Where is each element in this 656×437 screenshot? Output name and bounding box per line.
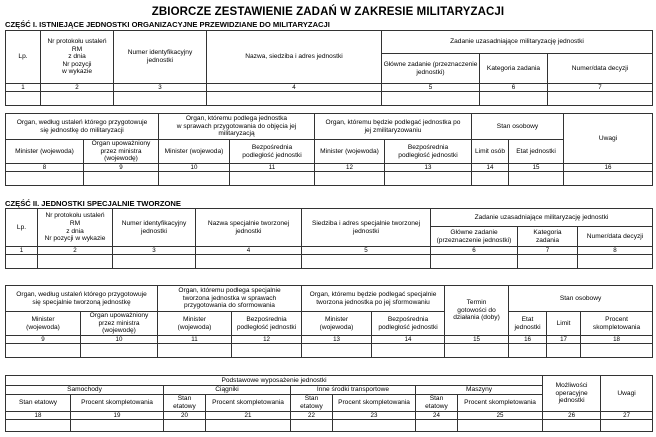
direct-header: Bezpośrednia podległość jednostki [372, 312, 445, 336]
data-cell[interactable] [207, 92, 382, 106]
column-number: 27 [601, 412, 653, 420]
org-will-header: Organ, któremu będzie podlegać jednostka po jej zmilitaryzowaniu [315, 114, 472, 140]
percent-header: Procent skompletowania [581, 312, 653, 336]
data-cell[interactable] [315, 172, 385, 186]
data-cell[interactable] [164, 420, 206, 432]
minister-header: Minister (wojewoda) [6, 312, 81, 336]
data-cell[interactable] [38, 255, 113, 269]
direct-header: Bezpośrednia podległość jednostki [232, 312, 302, 336]
part2-units-table [5, 208, 653, 269]
lp-header: Lp. [6, 31, 41, 84]
data-cell[interactable] [84, 172, 159, 186]
minister-header: Minister (wojewoda) [315, 140, 385, 164]
part2-equipment-table [5, 375, 653, 432]
data-cell[interactable] [431, 255, 518, 269]
protocol-header: Nr protokołu ustaleń RM z dnia Nr pozycji w wykazie [38, 209, 113, 247]
part2-organs-table [5, 285, 653, 358]
column-number: 26 [543, 412, 601, 420]
minister-header: Minister (wojewoda) [159, 140, 230, 164]
data-cell[interactable] [509, 172, 564, 186]
data-cell[interactable] [41, 92, 114, 106]
column-number: 15 [509, 164, 564, 172]
staff-header: Stan osobowy [472, 114, 564, 140]
column-number: 16 [564, 164, 653, 172]
column-number: 15 [445, 336, 509, 344]
state-header: Stan etatowy [416, 395, 458, 412]
part2-heading: CZĘŚĆ II. JEDNOSTKI SPECJALNIE TWORZONE [5, 199, 181, 208]
category-header: Kategoria zadania [480, 54, 548, 84]
column-number: 18 [581, 336, 653, 344]
column-number: 2 [38, 247, 113, 255]
tasks-header: Zadanie uzasadniające militaryzację jednostki [382, 31, 653, 54]
ident-header: Numer identyfikacyjny jednostki [113, 209, 196, 247]
data-cell[interactable] [547, 344, 581, 358]
state-header: Stan etatowy [6, 395, 71, 412]
document-title: ZBIORCZE ZESTAWIENIE ZADAŃ W ZAKRESIE MILITARYZACJI [151, 6, 505, 18]
category-header: Kategoria zadania [518, 227, 578, 247]
cars-header: Samochody [6, 386, 164, 395]
column-number: 21 [206, 412, 291, 420]
minister-header: Minister (wojewoda) [6, 140, 84, 164]
column-number: 2 [41, 84, 114, 92]
column-number: 7 [548, 84, 653, 92]
column-number: 5 [302, 247, 431, 255]
column-number: 14 [472, 164, 509, 172]
column-number: 17 [547, 336, 581, 344]
column-number: 12 [315, 164, 385, 172]
data-cell[interactable] [159, 172, 230, 186]
direct-header: Bezpośrednia podległość jednostki [230, 140, 315, 164]
data-cell[interactable] [291, 420, 333, 432]
state-header: Stan etatowy [291, 395, 333, 412]
decision-header: Numer/data decyzji [548, 54, 653, 84]
column-number: 13 [385, 164, 472, 172]
direct-header: Bezpośrednia podległość jednostki [385, 140, 472, 164]
column-number: 19 [71, 412, 164, 420]
part1-organs-table [5, 113, 653, 186]
minister-header: Minister (wojewoda) [302, 312, 372, 336]
column-number: 11 [158, 336, 232, 344]
data-cell[interactable] [71, 420, 164, 432]
percent-header: Procent skompletowania [71, 395, 164, 412]
column-number: 9 [84, 164, 159, 172]
column-number: 13 [302, 336, 372, 344]
column-number: 3 [114, 84, 207, 92]
notes-header: Uwagi [564, 114, 653, 164]
column-number: 1 [6, 84, 41, 92]
column-number: 10 [159, 164, 230, 172]
column-number: 20 [164, 412, 206, 420]
percent-header: Procent skompletowania [206, 395, 291, 412]
data-cell[interactable] [518, 255, 578, 269]
data-cell[interactable] [114, 92, 207, 106]
machines-header: Maszyny [416, 386, 543, 395]
data-cell[interactable] [333, 420, 416, 432]
column-number: 24 [416, 412, 458, 420]
ident-header: Numer identyfikacyjny jednostki [114, 31, 207, 84]
data-cell[interactable] [6, 172, 84, 186]
name-header: Nazwa specjalnie tworzonej jednostki [196, 209, 302, 247]
data-cell[interactable] [472, 172, 509, 186]
org-will-header: Organ, któremu będzie podlegać specjalnie tworzona jednostka po jej sformowaniu [302, 286, 445, 312]
percent-header: Procent skompletowania [333, 395, 416, 412]
tractors-header: Ciągniki [164, 386, 291, 395]
authorized-header: Organ upoważniony przez ministra (wojewodę) [81, 312, 158, 336]
protocol-header: Nr protokołu ustaleń RM z dnia Nr pozycji w wykazie [41, 31, 114, 84]
column-number: 16 [509, 336, 547, 344]
limit-header: Limit [547, 312, 581, 336]
minister-header: Minister (wojewoda) [158, 312, 232, 336]
org-sub-header: Organ, któremu podlega specjalnie tworzona jednostka w sprawach przygotowania do sformowania [158, 286, 302, 312]
column-number: 25 [458, 412, 543, 420]
data-cell[interactable] [416, 420, 458, 432]
org-prep-header: Organ, według ustaleń którego przygotowuje się jednostkę do militaryzacji [6, 114, 159, 140]
data-cell[interactable] [385, 172, 472, 186]
data-cell[interactable] [302, 255, 431, 269]
lp-header: Lp. [6, 209, 38, 247]
notes-header: Uwagi [601, 376, 653, 412]
column-number: 4 [207, 84, 382, 92]
data-cell[interactable] [196, 255, 302, 269]
equipment-header: Podstawowe wyposażenie jednostki [6, 376, 543, 386]
posts-header: Etat jednostki [509, 140, 564, 164]
data-cell[interactable] [581, 344, 653, 358]
main-task-header: Główne zadanie (przeznaczenie jednostki) [431, 227, 518, 247]
data-cell[interactable] [548, 92, 653, 106]
org-prep-header: Organ, według ustaleń którego przygotowuje się specjalnie tworzoną jednostkę [6, 286, 158, 312]
column-number: 4 [196, 247, 302, 255]
part1-heading: CZĘŚĆ I. ISTNIEJĄCE JEDNOSTKI ORGANIZACYJNE PRZEWIDZIANE DO MILITARYZACJI [5, 20, 330, 29]
term-header: Termin gotowości do działania (doby) [445, 286, 509, 336]
seat-header: Siedziba i adres specjalnie tworzonej jednostki [302, 209, 431, 247]
percent-header: Procent skompletowania [458, 395, 543, 412]
column-number: 6 [480, 84, 548, 92]
column-number: 5 [382, 84, 480, 92]
decision-header: Numer/data decyzji [578, 227, 653, 247]
org-sub-header: Organ, któremu podlega jednostka w sprawach przygotowania do objęcia jej militaryzacją [159, 114, 315, 140]
column-number: 18 [6, 412, 71, 420]
data-cell[interactable] [6, 420, 71, 432]
data-cell[interactable] [372, 344, 445, 358]
column-number: 22 [291, 412, 333, 420]
data-cell[interactable] [302, 344, 372, 358]
column-number: 3 [113, 247, 196, 255]
data-cell[interactable] [113, 255, 196, 269]
capabilities-header: Możliwości operacyjne jednostki [543, 376, 601, 412]
data-cell[interactable] [445, 344, 509, 358]
posts-header: Etat jednostki [509, 312, 547, 336]
data-cell[interactable] [230, 172, 315, 186]
data-cell[interactable] [6, 255, 38, 269]
column-number: 6 [431, 247, 518, 255]
column-number: 23 [333, 412, 416, 420]
column-number: 8 [6, 164, 84, 172]
column-number: 11 [230, 164, 315, 172]
data-cell[interactable] [232, 344, 302, 358]
column-number: 10 [81, 336, 158, 344]
persons-header: Limit osób [472, 140, 509, 164]
data-cell[interactable] [509, 344, 547, 358]
data-cell[interactable] [601, 420, 653, 432]
state-header: Stan etatowy [164, 395, 206, 412]
data-cell[interactable] [480, 92, 548, 106]
data-cell[interactable] [543, 420, 601, 432]
tasks-header: Zadanie uzasadniające militaryzację jednostki [431, 209, 653, 227]
part1-units-table [5, 30, 653, 106]
name-header: Nazwa, siedziba i adres jednostki [207, 31, 382, 84]
data-cell[interactable] [458, 420, 543, 432]
column-number: 8 [578, 247, 653, 255]
column-number: 9 [6, 336, 81, 344]
data-cell[interactable] [81, 344, 158, 358]
data-cell[interactable] [206, 420, 291, 432]
data-cell[interactable] [578, 255, 653, 269]
data-cell[interactable] [382, 92, 480, 106]
column-number: 12 [232, 336, 302, 344]
data-cell[interactable] [564, 172, 653, 186]
column-number: 14 [372, 336, 445, 344]
data-cell[interactable] [6, 92, 41, 106]
main-task-header: Główne zadanie (przeznaczenie jednostki) [382, 54, 480, 84]
authorized-header: Organ upoważniony przez ministra (wojewodę) [84, 140, 159, 164]
data-cell[interactable] [6, 344, 81, 358]
column-number: 7 [518, 247, 578, 255]
data-cell[interactable] [158, 344, 232, 358]
staff-header: Stan osobowy [509, 286, 653, 312]
column-number: 1 [6, 247, 38, 255]
other-transport-header: Inne środki transportowe [291, 386, 416, 395]
